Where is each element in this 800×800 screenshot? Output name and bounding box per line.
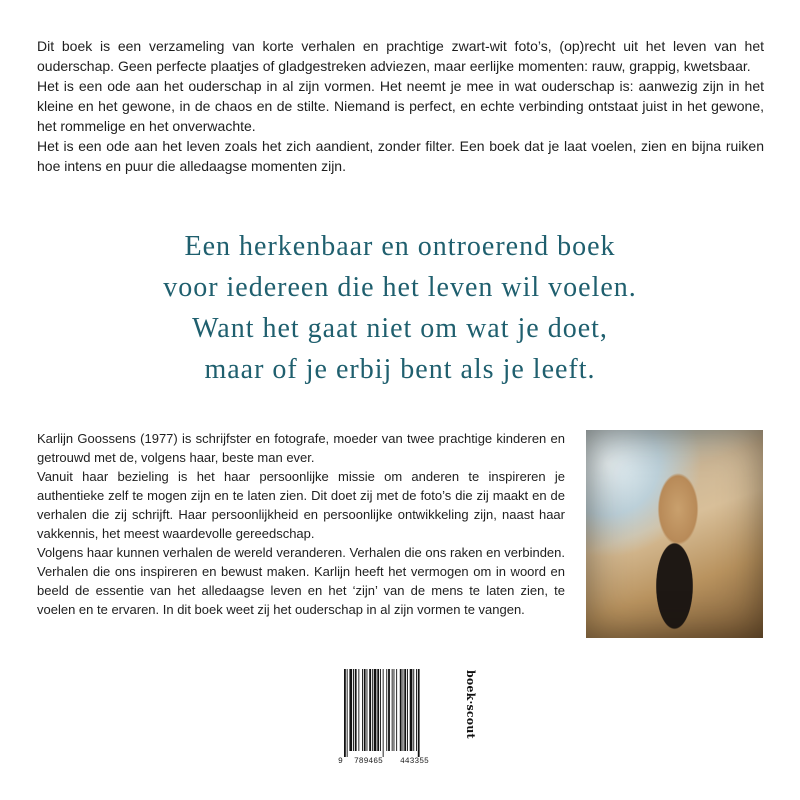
- intro-paragraph: Het is een ode aan het leven zoals het zich aandient, zonder filter. Een boek dat je laat voelen, zien en bijna ruiken hoe intens en puur die alledaagse momenten zijn.: [37, 138, 764, 174]
- barcode-digit-first: 9: [338, 757, 343, 766]
- quote-line: Want het gaat niet om wat je doet,: [192, 313, 608, 344]
- barcode-bars: [340, 669, 446, 757]
- barcode-digits-right: 443355: [400, 757, 429, 766]
- barcode-bar: [418, 669, 420, 757]
- quote-line: maar of je erbij bent als je leeft.: [204, 354, 596, 385]
- barcode-bar: [362, 669, 363, 751]
- pull-quote: [0, 226, 800, 390]
- barcode-bar: [372, 669, 373, 751]
- barcode-bar: [358, 669, 359, 751]
- barcode-bar: [416, 669, 417, 751]
- barcode-bar: [394, 669, 395, 751]
- barcode-bar: [383, 669, 384, 757]
- intro-paragraph: Dit boek is een verzameling van korte verhalen en prachtige zwart-wit foto’s, (op)recht uit het leven van het ouderschap. Geen perfecte plaatjes of gladgestreken adviezen, maar eerlijke momenten: rauw, grappig, kwetsbaar.: [37, 38, 764, 74]
- barcode-bar: [404, 669, 406, 751]
- barcode-bar: [400, 669, 402, 751]
- author-photo: [586, 430, 763, 638]
- barcode-bar: [403, 669, 404, 751]
- intro-text: [37, 36, 764, 176]
- barcode-bar: [413, 669, 414, 751]
- barcode-bar: [344, 669, 346, 757]
- intro-paragraph: Het is een ode aan het ouderschap in al zijn vormen. Het neemt je mee in wat ouderschap is: aanwezig zijn in het kleine en het gewone, in de chaos en de stilte. Niemand is perfect, en echte verbinding ontstaat juist in het gewone, het rommelige en het onverwachte.: [37, 78, 764, 134]
- barcode-bar: [410, 669, 413, 751]
- barcode-bar: [355, 669, 357, 751]
- author-bio: [37, 429, 565, 619]
- bio-paragraph: Volgens haar kunnen verhalen de wereld veranderen. Verhalen die ons raken en verbinden. Verhalen die ons inspireren en bewust maken. Karlijn heeft het vermogen om in woord en beeld de essentie van het alledaagse leven en het ‘zijn’ van de mens te laten zien, te voelen en te ervaren. In dit boek weet zij het ouderschap in al zijn vormen te vangen.: [37, 545, 565, 617]
- barcode-bar: [374, 669, 377, 751]
- barcode-bar: [392, 669, 393, 751]
- barcode-bar: [388, 669, 390, 751]
- barcode-bar: [347, 669, 348, 757]
- quote-line: voor iedereen die het leven wil voelen.: [163, 272, 637, 303]
- barcode-bar: [369, 669, 371, 751]
- barcode-bar: [367, 669, 368, 751]
- barcode-bar: [349, 669, 352, 751]
- bio-paragraph: Karlijn Goossens (1977) is schrijfster en fotografe, moeder van twee prachtige kinderen en getrouwd met de, volgens haar, beste man ever.: [37, 431, 565, 465]
- barcode-digits: [340, 757, 446, 769]
- barcode-bar: [377, 669, 379, 751]
- isbn-barcode: [340, 669, 446, 769]
- publisher-logo: boek·scout: [464, 670, 477, 739]
- barcode-bar: [380, 669, 381, 751]
- quote-line: Een herkenbaar en ontroerend boek: [184, 231, 616, 262]
- barcode-bar: [386, 669, 387, 751]
- bio-paragraph: Vanuit haar bezieling is het haar persoonlijke missie om anderen te inspireren je authentieke zelf te mogen zijn en te laten zien. Dit doet zij met de foto’s die zij maakt en de verhalen die zij schrijft. Haar persoonlijkheid en persoonlijke ontwikkeling zijn, naast haar vakkennis, het meest waardevolle gereedschap.: [37, 469, 565, 541]
- barcode-bar: [407, 669, 408, 751]
- barcode-bar: [353, 669, 354, 751]
- barcode-bar: [364, 669, 366, 751]
- barcode-digits-left: 789465: [354, 757, 383, 766]
- barcode-bar: [396, 669, 397, 751]
